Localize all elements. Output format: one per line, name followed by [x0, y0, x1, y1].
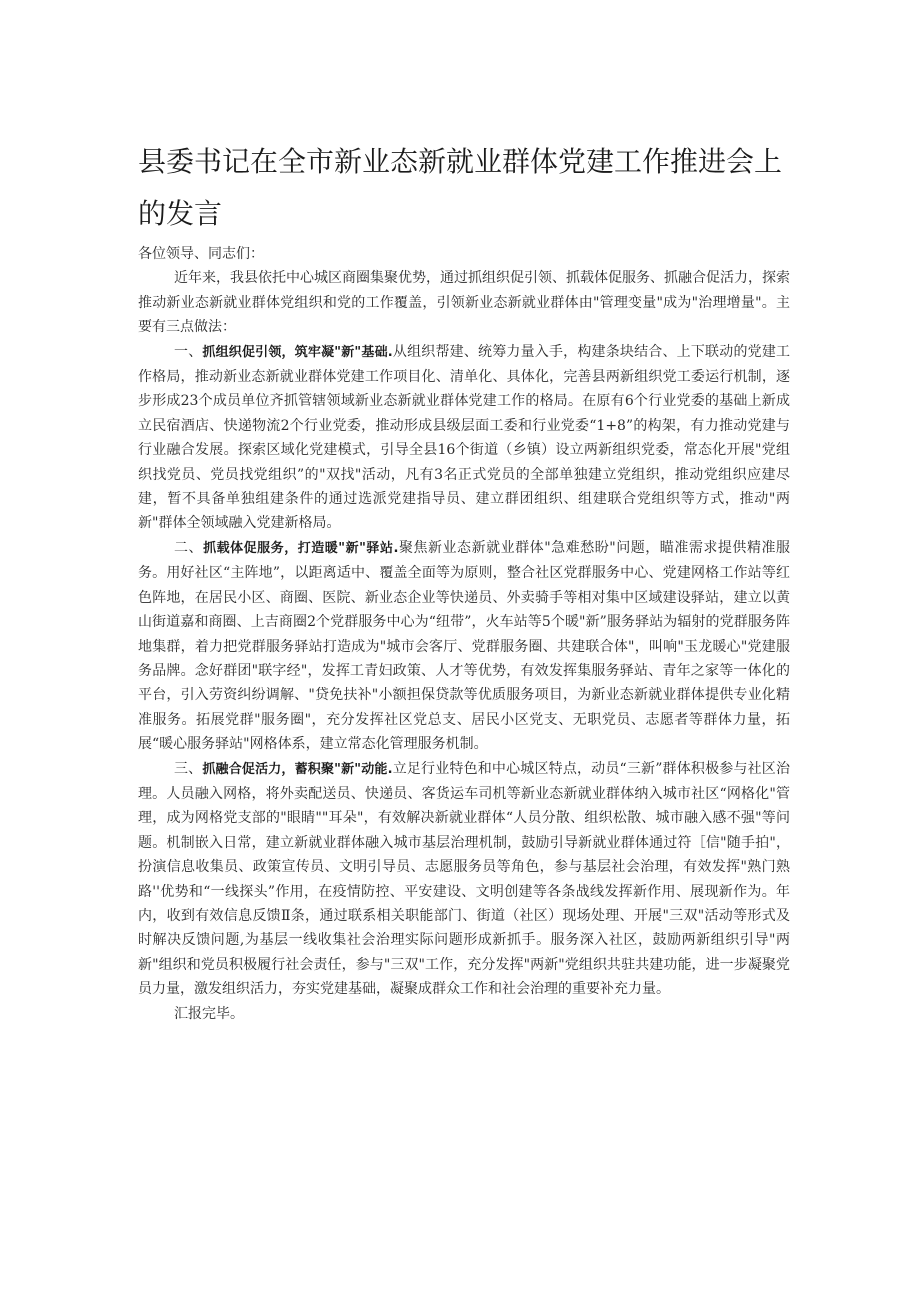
- closing-paragraph: 汇报完毕。: [174, 1005, 244, 1022]
- salutation: 各位领导、同志们：: [138, 246, 264, 262]
- intro-paragraph: 近年来，我县依托中心城区商圈集聚优势，通过抓组织促引领、抓载体促服务、抓融合促活力，探索推动新业态新就业群体党组织和党的工作覆盖，引领新业态新就业群体由"管理变量"成为"治理增量"。主要有三点做法：: [138, 270, 790, 336]
- section-2-text: 聚焦新业态新就业群体"急难愁盼"问题，瞄准需求提供精准服务。用好社区“主阵地”，以距离适中、覆盖全面等为原则，整合社区党群服务中心、党建网格工作站等红色阵地，在居民小区、商圈、医院、新业态企业等快递员、外卖骑手等相对集中区域建设驿站，建立以黄山街道嘉和商圈、上吉商圈2个党群服务中心为“纽带”，火车站等5个暖"新”服务驿站为辐射的党群服务阵地集群，着力把党群服务驿站打造成为"城市会客厅、党群服务圈、共建联合体"，叫响"玉龙暖心"党建服务品牌。念好群团"联字经"，发挥工青妇政策、人才等优势，有效发挥集服务驿站、青年之家等一体化的平台，引入劳资纠纷调解、"贷免扶补"小额担保贷款等优质服务项目，为新业态新就业群体提供专业化精准服务。拓展党群"服务圈"，充分发挥社区党总支、居民小区党支、无职党员、志愿者等群体力量，拓展“暖心服务驿站"网格体系，建立常态化管理服务机制。: [138, 539, 790, 753]
- section-1-paragraph: [138, 340, 790, 536]
- document-title: 县委书记在全市新业态新就业群体党建工作推进会上的发言: [138, 145, 783, 230]
- section-2-heading: 抓载体促服务，打造暖"新"驿站.: [203, 540, 399, 556]
- section-3-paragraph: [138, 757, 790, 1002]
- section-2-prefix: 二、: [174, 539, 204, 556]
- section-2-paragraph: [138, 536, 790, 757]
- section-3-heading: 抓融合促活力，蓄积聚"新"动能.: [202, 761, 393, 777]
- document-body: [138, 242, 790, 1026]
- section-1-prefix: 一、: [174, 343, 203, 360]
- section-1-text: 从组织帮建、统筹力量入手，构建条块结合、上下联动的党建工作格局，推动新业态新就业群体党建工作项目化、清单化、具体化，完善县两新组织党工委运行机制，逐步形成23个成员单位齐抓管辖领域新业态新就业群体党建工作的格局。在原有6个行业党委的基础上新成立民宿酒店、快递物流2个行业党委，推动形成县级层面工委和行业党委“1+8”的构架，有力推动党建与行业融合发展。探索区域化党建模式，引导全县16个街道（乡镇）设立两新组织党委，常态化开展"党组织找党员、党员找党组织”的"双找"活动，凡有3名正式党员的全部单独建立党组织，推动党组织应建尽建，暂不具备单独组建条件的通过选派党建指导员、建立群团组织、组建联合党组织等方式，推动"两新"群体全领域融入党建新格局。: [138, 343, 791, 532]
- section-3-prefix: 三、: [174, 760, 203, 777]
- section-3-text: 立足行业特色和中心城区特点，动员“三新”群体积极参与社区治理。人员融入网格，将外卖配送员、快递员、客货运车司机等新业态新就业群体纳入城市社区“网格化"管理，成为网格党支部的"眼睛""耳朵"，有效解决新就业群体“人员分散、组织松散、城市融入感不强"等问题。机制嵌入日常，建立新就业群体融入城市基层治理机制，鼓励引导新就业群体通过符［信"随手拍"，扮演信息收集员、政策宣传员、文明引导员、志愿服务员等角色，参与基层社会治理，有效发挥"熟门熟路''优势和“一线探头”作用，在疫情防控、平安建设、文明创建等各条战线发挥新作用、展现新作为。年内，收到有效信息反馈Ⅱ条，通过联系相关职能部门、街道（社区）现场处理、开展"三双"活动等形式及时解决反馈问题,为基层一线收集社会治理实际问题形成新抓手。服务深入社区，鼓励两新组织引导"两新"组织和党员积极履行社会责任，参与"三双"工作，充分发挥"两新"党组织共驻共建功能，进一步凝聚党员力量，激发组织活力，夯实党建基础，凝聚成群众工作和社会治理的重要补充力量。: [138, 760, 790, 998]
- section-1-heading: 抓组织促引领，筑牢凝"新"基础.: [202, 344, 393, 360]
